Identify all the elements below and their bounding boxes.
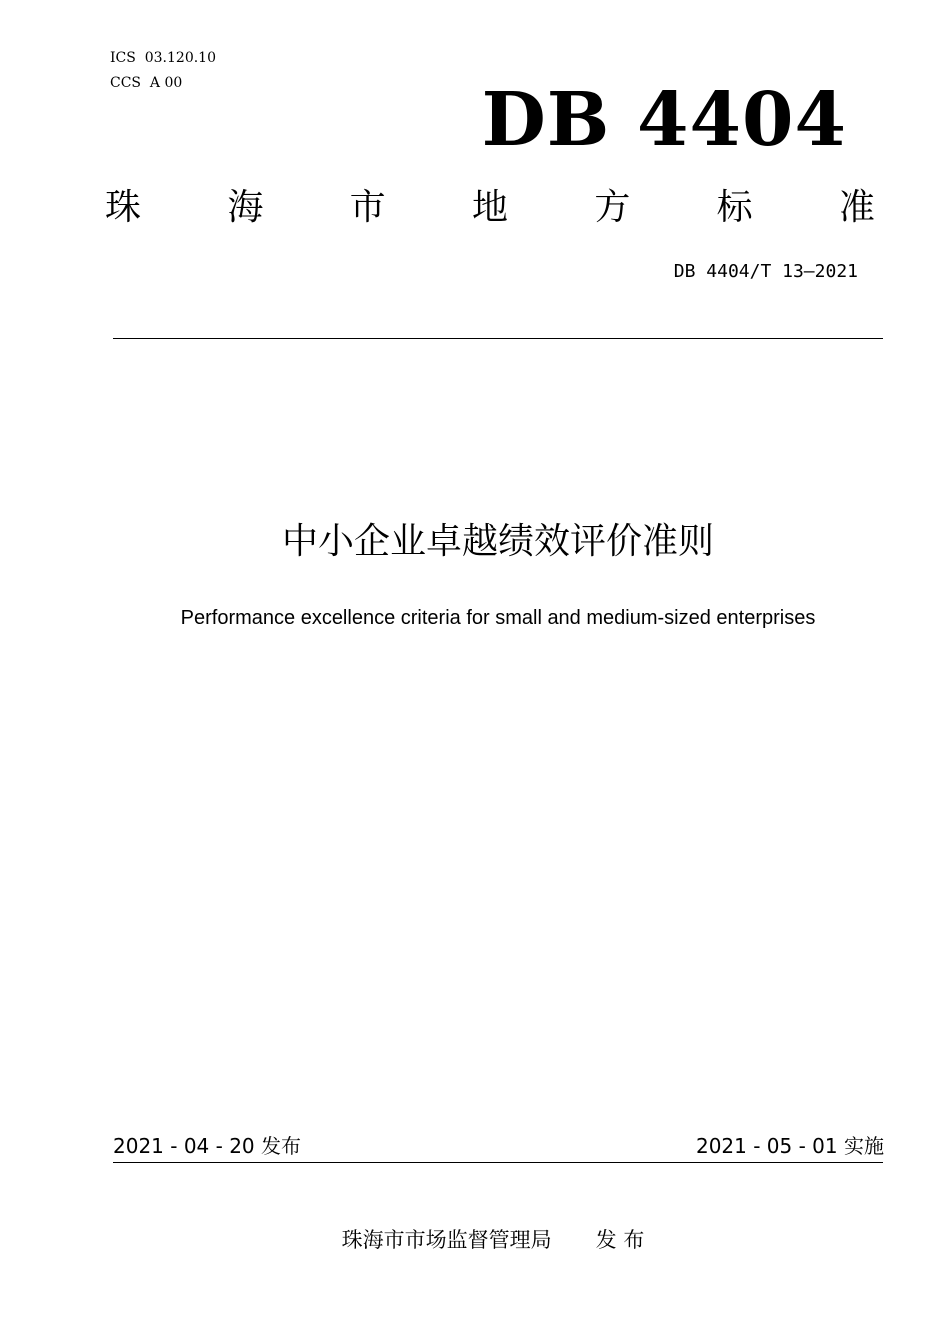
standard-type-char: 珠 [105, 187, 142, 228]
standard-type-char: 海 [227, 187, 264, 228]
standard-type [105, 186, 875, 230]
publisher-name: 珠海市市场监督管理局 [341, 1228, 552, 1252]
implementation-date: 2021 - 05 - 01 实施 [695, 1134, 884, 1158]
title-english: Performance excellence criteria for small and medium-sized enterprises [180, 607, 816, 629]
standard-type-char: 准 [838, 187, 875, 228]
standard-type-char: 标 [716, 187, 753, 228]
issue-date: 2021 - 04 - 20 发布 [113, 1134, 302, 1158]
standard-type-char: 方 [594, 187, 631, 228]
publisher-action: 发 布 [595, 1228, 645, 1252]
db-mark: DB 4404 [481, 77, 847, 163]
bottom-divider [113, 1162, 883, 1163]
publisher-line [0, 1226, 950, 1254]
standard-type-char: 市 [349, 187, 386, 228]
standard-number: DB 4404/T 13—2021 [673, 261, 858, 282]
top-divider [113, 338, 883, 339]
ccs-code: CCS A 00 [110, 75, 183, 91]
title-chinese: 中小企业卓越绩效评价准则 [281, 521, 714, 562]
ics-code: ICS 03.120.10 [110, 50, 216, 66]
classification-codes [110, 46, 216, 96]
standard-type-char: 地 [471, 187, 508, 228]
